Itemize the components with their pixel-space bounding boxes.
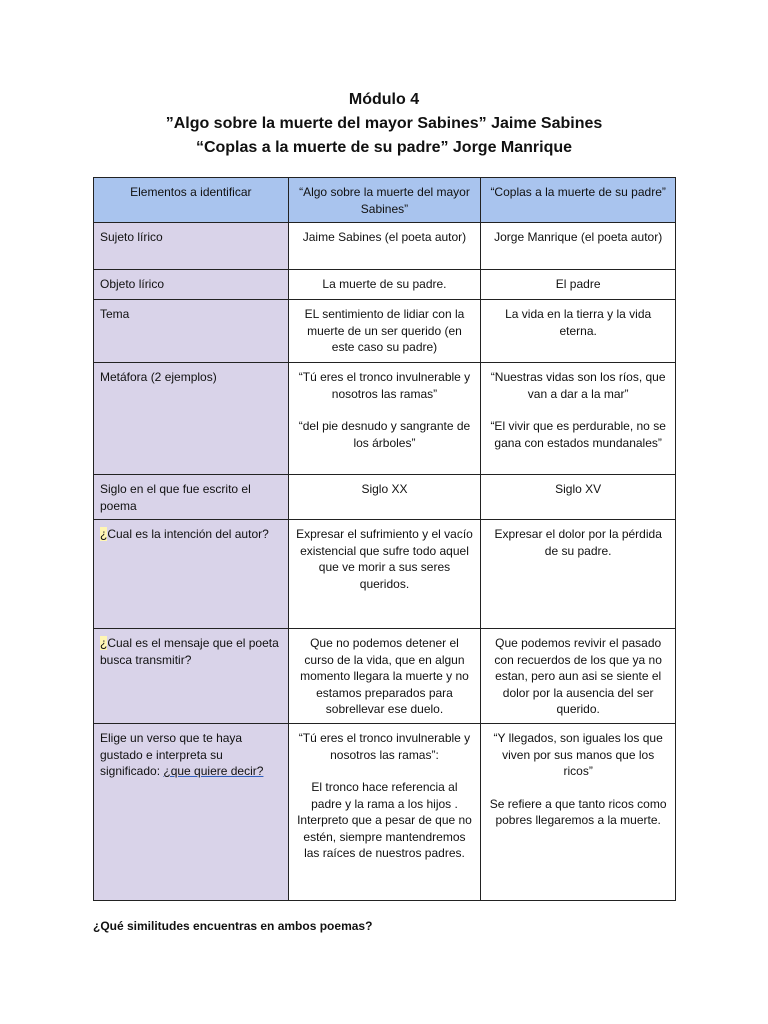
title-poem-manrique: “Coplas a la muerte de su padre” Jorge Manrique [195,139,573,156]
cell-text: Que podemos revivir el pasado con recuerdos de los que ya no estan, pero aun asi se siente el dolor por la ausencia del ser querido. [494,636,662,716]
cell-text: “Nuestras vidas son los ríos, que van a dar a la mar” [490,370,666,401]
cell-text: Jaime Sabines (el poeta autor) [302,230,467,244]
row-label-intencion [94,520,289,629]
row-label-mensaje [94,629,289,724]
table-row [94,270,676,300]
cell-text: Siglo XV [555,482,602,496]
title-poem-sabines: ”Algo sobre la muerte del mayor Sabines” Jaime Sabines [165,115,603,132]
header-manrique: “Coplas a la muerte de su padre” [481,178,676,223]
cell-sabines [288,363,481,475]
table-row [94,300,676,363]
row-label-text: Cual es el mensaje que el poeta busca transmitir? [100,636,279,667]
cell-text: Expresar el dolor por la pérdida de su padre. [494,527,662,558]
similarities-question: ¿Qué similitudes encuentras en ambos poemas? [93,919,373,933]
header-elementos: Elementos a identificar [94,178,289,223]
header-sabines: “Algo sobre la muerte del mayor Sabines” [288,178,481,223]
cell-text: “El vivir que es perdurable, no se gana con estados mundanales” [490,419,666,450]
table-row [94,629,676,724]
cell-manrique [481,629,676,724]
cell-text: Se refiere a que tanto ricos como pobres llegaremos a la muerte. [489,796,667,827]
cell-text: “Y llegados, son iguales los que viven por sus manos que los ricos” [493,731,663,778]
cell-sabines [288,270,481,300]
cell-text: “Tú eres el tronco invulnerable y nosotros las ramas” [298,370,471,401]
cell-text: Jorge Manrique (el poeta autor) [494,230,663,244]
cell-text: Expresar el sufrimiento y el vacío existencial que sufre todo aquel que ve morir a sus seres queridos. [296,527,473,591]
row-label-siglo: Siglo en el que fue escrito el poema [94,475,289,520]
table-row [94,520,676,629]
title-module: Módulo 4 [348,91,420,108]
cell-text: “Tú eres el tronco invulnerable y nosotros las ramas”: [298,731,471,762]
table-row [94,724,676,901]
row-label-text: Elige un verso que te haya gustado e interpreta su significado: [100,731,243,778]
row-label-objeto: Objeto lírico [94,270,289,300]
row-label-metafora: Metáfora (2 ejemplos) [94,363,289,475]
cell-manrique [481,300,676,363]
cell-text: El padre [555,277,601,291]
cell-sabines [288,629,481,724]
cell-sabines [288,223,481,270]
cell-text: La vida en la tierra y la vida eterna. [505,307,652,338]
row-label-question: ¿que quiere decir? [163,764,264,778]
table-header-row [94,178,676,223]
question-mark: ¿ [100,527,108,541]
row-label-tema: Tema [94,300,289,363]
row-label-text: Cual es la intención del autor? [107,527,269,541]
cell-manrique [481,270,676,300]
question-mark: ¿ [100,636,108,650]
cell-text: EL sentimiento de lidiar con la muerte de un ser querido (en este caso su padre) [304,307,465,354]
cell-text: La muerte de su padre. [322,277,447,291]
cell-sabines [288,475,481,520]
cell-manrique [481,475,676,520]
table-row [94,363,676,475]
cell-sabines [288,724,481,901]
cell-manrique [481,520,676,629]
cell-manrique [481,724,676,901]
table-row [94,475,676,520]
cell-manrique [481,363,676,475]
cell-text: El tronco hace referencia al padre y la rama a los hijos . Interpreto que a pesar de que no estén, siempre mantendremos las raíces de nuestros padres. [297,780,472,860]
cell-sabines [288,520,481,629]
comparison-table [93,177,676,901]
cell-text: Siglo XX [361,482,408,496]
cell-manrique [481,223,676,270]
cell-sabines [288,300,481,363]
row-label-verso [94,724,289,901]
cell-text: “del pie desnudo y sangrante de los árboles” [298,419,471,450]
document-title [0,88,768,160]
cell-text: Que no podemos detener el curso de la vida, que en algun momento llegara la muerte y no estamos preparados para sobrellevar ese duelo. [300,636,469,716]
row-label-sujeto: Sujeto lírico [94,223,289,270]
table-row [94,223,676,270]
